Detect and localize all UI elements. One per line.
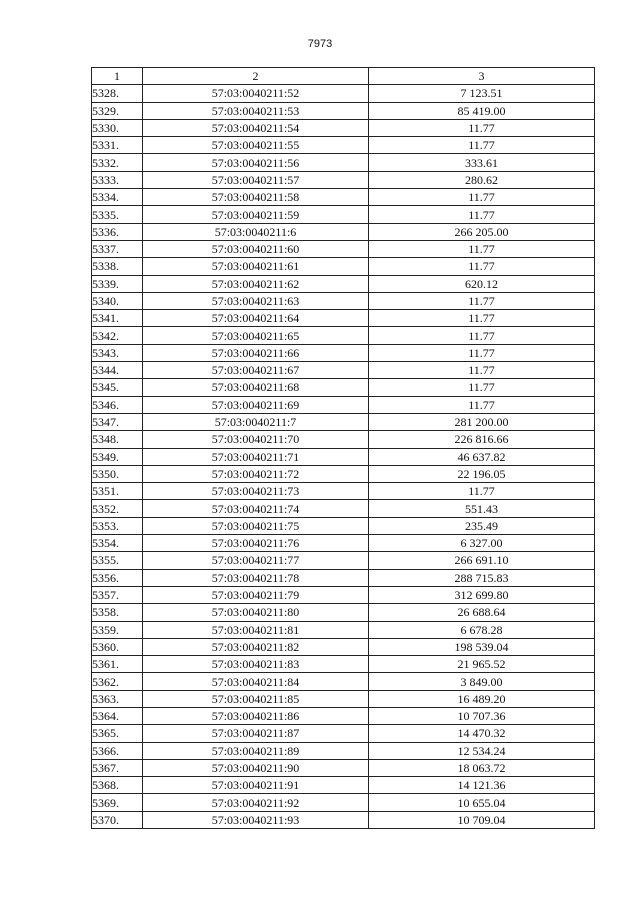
cadastral-number-cell: 57:03:0040211:59 xyxy=(143,206,369,223)
row-number-cell: 5354. xyxy=(92,535,143,552)
cadastral-number-cell: 57:03:0040211:52 xyxy=(143,85,369,102)
cadastral-value-cell: 620.12 xyxy=(369,275,595,292)
row-number-cell: 5332. xyxy=(92,154,143,171)
cadastral-value-cell: 11.77 xyxy=(369,258,595,275)
column-header-cadastral-number: 2 xyxy=(143,68,369,85)
row-number-cell: 5330. xyxy=(92,119,143,136)
cadastral-value-cell: 18 063.72 xyxy=(369,759,595,776)
cadastral-value-cell: 11.77 xyxy=(369,396,595,413)
row-number-cell: 5351. xyxy=(92,483,143,500)
table-row xyxy=(92,552,595,569)
cadastral-value-cell: 226 816.66 xyxy=(369,431,595,448)
cadastral-number-cell: 57:03:0040211:66 xyxy=(143,344,369,361)
row-number-cell: 5369. xyxy=(92,794,143,811)
cadastral-value-cell: 312 699.80 xyxy=(369,586,595,603)
table-row xyxy=(92,742,595,759)
row-number-cell: 5370. xyxy=(92,811,143,828)
table-row xyxy=(92,604,595,621)
page-number: 7973 xyxy=(307,38,333,50)
table-row xyxy=(92,777,595,794)
table-body xyxy=(92,85,595,829)
cadastral-number-cell: 57:03:0040211:91 xyxy=(143,777,369,794)
cadastral-number-cell: 57:03:0040211:90 xyxy=(143,759,369,776)
column-header-value: 3 xyxy=(369,68,595,85)
row-number-cell: 5337. xyxy=(92,240,143,257)
cadastral-number-cell: 57:03:0040211:74 xyxy=(143,500,369,517)
table-row xyxy=(92,586,595,603)
cadastral-number-cell: 57:03:0040211:84 xyxy=(143,673,369,690)
table-row xyxy=(92,707,595,724)
cadastral-number-cell: 57:03:0040211:85 xyxy=(143,690,369,707)
cadastral-value-cell: 11.77 xyxy=(369,240,595,257)
row-number-cell: 5341. xyxy=(92,310,143,327)
table-row xyxy=(92,725,595,742)
cadastral-value-cell: 10 707.36 xyxy=(369,707,595,724)
cadastral-number-cell: 57:03:0040211:54 xyxy=(143,119,369,136)
cadastral-value-cell: 11.77 xyxy=(369,189,595,206)
cadastral-value-cell: 280.62 xyxy=(369,171,595,188)
row-number-cell: 5363. xyxy=(92,690,143,707)
cadastral-number-cell: 57:03:0040211:79 xyxy=(143,586,369,603)
table-row xyxy=(92,137,595,154)
cadastral-number-cell: 57:03:0040211:71 xyxy=(143,448,369,465)
row-number-cell: 5350. xyxy=(92,465,143,482)
row-number-cell: 5347. xyxy=(92,413,143,430)
row-number-cell: 5368. xyxy=(92,777,143,794)
row-number-cell: 5339. xyxy=(92,275,143,292)
cadastral-number-cell: 57:03:0040211:63 xyxy=(143,292,369,309)
table-row xyxy=(92,327,595,344)
cadastral-number-cell: 57:03:0040211:55 xyxy=(143,137,369,154)
table-row xyxy=(92,465,595,482)
table-row xyxy=(92,690,595,707)
row-number-cell: 5360. xyxy=(92,638,143,655)
cadastral-number-cell: 57:03:0040211:58 xyxy=(143,189,369,206)
table-row xyxy=(92,119,595,136)
cadastral-number-cell: 57:03:0040211:53 xyxy=(143,102,369,119)
table-row xyxy=(92,258,595,275)
cadastral-number-cell: 57:03:0040211:76 xyxy=(143,535,369,552)
table-row xyxy=(92,379,595,396)
row-number-cell: 5356. xyxy=(92,569,143,586)
row-number-cell: 5366. xyxy=(92,742,143,759)
table-row xyxy=(92,310,595,327)
row-number-cell: 5358. xyxy=(92,604,143,621)
table-row xyxy=(92,759,595,776)
cadastral-number-cell: 57:03:0040211:57 xyxy=(143,171,369,188)
cadastral-number-cell: 57:03:0040211:64 xyxy=(143,310,369,327)
cadastral-value-cell: 235.49 xyxy=(369,517,595,534)
cadastral-value-cell: 266 205.00 xyxy=(369,223,595,240)
table-row xyxy=(92,396,595,413)
table-row xyxy=(92,102,595,119)
cadastral-value-cell: 551.43 xyxy=(369,500,595,517)
table-row xyxy=(92,569,595,586)
cadastral-number-cell: 57:03:0040211:6 xyxy=(143,223,369,240)
cadastral-number-cell: 57:03:0040211:82 xyxy=(143,638,369,655)
cadastral-number-cell: 57:03:0040211:70 xyxy=(143,431,369,448)
table-row xyxy=(92,638,595,655)
row-number-cell: 5345. xyxy=(92,379,143,396)
row-number-cell: 5329. xyxy=(92,102,143,119)
cadastral-number-cell: 57:03:0040211:67 xyxy=(143,362,369,379)
row-number-cell: 5362. xyxy=(92,673,143,690)
cadastral-value-table xyxy=(91,67,595,829)
cadastral-value-cell: 6 327.00 xyxy=(369,535,595,552)
cadastral-value-cell: 10 655.04 xyxy=(369,794,595,811)
row-number-cell: 5367. xyxy=(92,759,143,776)
table-row xyxy=(92,171,595,188)
cadastral-value-cell: 11.77 xyxy=(369,483,595,500)
cadastral-value-cell: 11.77 xyxy=(369,344,595,361)
table-row xyxy=(92,223,595,240)
table-row xyxy=(92,500,595,517)
row-number-cell: 5343. xyxy=(92,344,143,361)
cadastral-number-cell: 57:03:0040211:65 xyxy=(143,327,369,344)
cadastral-value-cell: 26 688.64 xyxy=(369,604,595,621)
cadastral-value-cell: 7 123.51 xyxy=(369,85,595,102)
cadastral-number-cell: 57:03:0040211:69 xyxy=(143,396,369,413)
column-header-number: 1 xyxy=(92,68,143,85)
cadastral-number-cell: 57:03:0040211:62 xyxy=(143,275,369,292)
row-number-cell: 5328. xyxy=(92,85,143,102)
cadastral-number-cell: 57:03:0040211:83 xyxy=(143,656,369,673)
cadastral-number-cell: 57:03:0040211:81 xyxy=(143,621,369,638)
cadastral-value-cell: 46 637.82 xyxy=(369,448,595,465)
cadastral-number-cell: 57:03:0040211:93 xyxy=(143,811,369,828)
cadastral-number-cell: 57:03:0040211:86 xyxy=(143,707,369,724)
cadastral-value-cell: 288 715.83 xyxy=(369,569,595,586)
cadastral-number-cell: 57:03:0040211:92 xyxy=(143,794,369,811)
table-row xyxy=(92,673,595,690)
table-row xyxy=(92,85,595,102)
row-number-cell: 5353. xyxy=(92,517,143,534)
table-row xyxy=(92,206,595,223)
cadastral-number-cell: 57:03:0040211:7 xyxy=(143,413,369,430)
cadastral-number-cell: 57:03:0040211:72 xyxy=(143,465,369,482)
row-number-cell: 5336. xyxy=(92,223,143,240)
cadastral-value-cell: 266 691.10 xyxy=(369,552,595,569)
row-number-cell: 5331. xyxy=(92,137,143,154)
table-row xyxy=(92,292,595,309)
cadastral-value-cell: 281 200.00 xyxy=(369,413,595,430)
cadastral-value-cell: 11.77 xyxy=(369,362,595,379)
table-row xyxy=(92,483,595,500)
cadastral-value-cell: 22 196.05 xyxy=(369,465,595,482)
cadastral-value-cell: 14 121.36 xyxy=(369,777,595,794)
row-number-cell: 5333. xyxy=(92,171,143,188)
cadastral-value-cell: 85 419.00 xyxy=(369,102,595,119)
row-number-cell: 5357. xyxy=(92,586,143,603)
table-row xyxy=(92,656,595,673)
cadastral-value-cell: 12 534.24 xyxy=(369,742,595,759)
cadastral-number-cell: 57:03:0040211:73 xyxy=(143,483,369,500)
row-number-cell: 5348. xyxy=(92,431,143,448)
cadastral-value-cell: 16 489.20 xyxy=(369,690,595,707)
table-row xyxy=(92,275,595,292)
cadastral-value-cell: 21 965.52 xyxy=(369,656,595,673)
row-number-cell: 5355. xyxy=(92,552,143,569)
cadastral-value-cell: 11.77 xyxy=(369,206,595,223)
cadastral-value-cell: 11.77 xyxy=(369,327,595,344)
row-number-cell: 5364. xyxy=(92,707,143,724)
row-number-cell: 5346. xyxy=(92,396,143,413)
cadastral-value-cell: 11.77 xyxy=(369,137,595,154)
cadastral-number-cell: 57:03:0040211:89 xyxy=(143,742,369,759)
row-number-cell: 5335. xyxy=(92,206,143,223)
table-header-row xyxy=(92,68,595,85)
cadastral-value-cell: 333.61 xyxy=(369,154,595,171)
row-number-cell: 5352. xyxy=(92,500,143,517)
table-row xyxy=(92,240,595,257)
cadastral-value-cell: 11.77 xyxy=(369,379,595,396)
cadastral-number-cell: 57:03:0040211:68 xyxy=(143,379,369,396)
table-row xyxy=(92,794,595,811)
row-number-cell: 5342. xyxy=(92,327,143,344)
row-number-cell: 5349. xyxy=(92,448,143,465)
table-row xyxy=(92,413,595,430)
table-row xyxy=(92,811,595,828)
table-row xyxy=(92,535,595,552)
cadastral-number-cell: 57:03:0040211:80 xyxy=(143,604,369,621)
table-row xyxy=(92,517,595,534)
cadastral-value-cell: 3 849.00 xyxy=(369,673,595,690)
cadastral-number-cell: 57:03:0040211:60 xyxy=(143,240,369,257)
row-number-cell: 5338. xyxy=(92,258,143,275)
row-number-cell: 5334. xyxy=(92,189,143,206)
cadastral-value-cell: 6 678.28 xyxy=(369,621,595,638)
cadastral-value-cell: 11.77 xyxy=(369,119,595,136)
cadastral-number-cell: 57:03:0040211:56 xyxy=(143,154,369,171)
row-number-cell: 5344. xyxy=(92,362,143,379)
table-row xyxy=(92,154,595,171)
table-row xyxy=(92,448,595,465)
cadastral-value-cell: 11.77 xyxy=(369,292,595,309)
cadastral-value-cell: 14 470.32 xyxy=(369,725,595,742)
table-row xyxy=(92,344,595,361)
cadastral-value-cell: 10 709.04 xyxy=(369,811,595,828)
table-row xyxy=(92,189,595,206)
cadastral-number-cell: 57:03:0040211:78 xyxy=(143,569,369,586)
cadastral-number-cell: 57:03:0040211:87 xyxy=(143,725,369,742)
cadastral-value-cell: 198 539.04 xyxy=(369,638,595,655)
cadastral-number-cell: 57:03:0040211:77 xyxy=(143,552,369,569)
row-number-cell: 5340. xyxy=(92,292,143,309)
row-number-cell: 5359. xyxy=(92,621,143,638)
cadastral-number-cell: 57:03:0040211:75 xyxy=(143,517,369,534)
table-row xyxy=(92,362,595,379)
row-number-cell: 5365. xyxy=(92,725,143,742)
table-row xyxy=(92,621,595,638)
cadastral-number-cell: 57:03:0040211:61 xyxy=(143,258,369,275)
cadastral-value-cell: 11.77 xyxy=(369,310,595,327)
row-number-cell: 5361. xyxy=(92,656,143,673)
table-row xyxy=(92,431,595,448)
